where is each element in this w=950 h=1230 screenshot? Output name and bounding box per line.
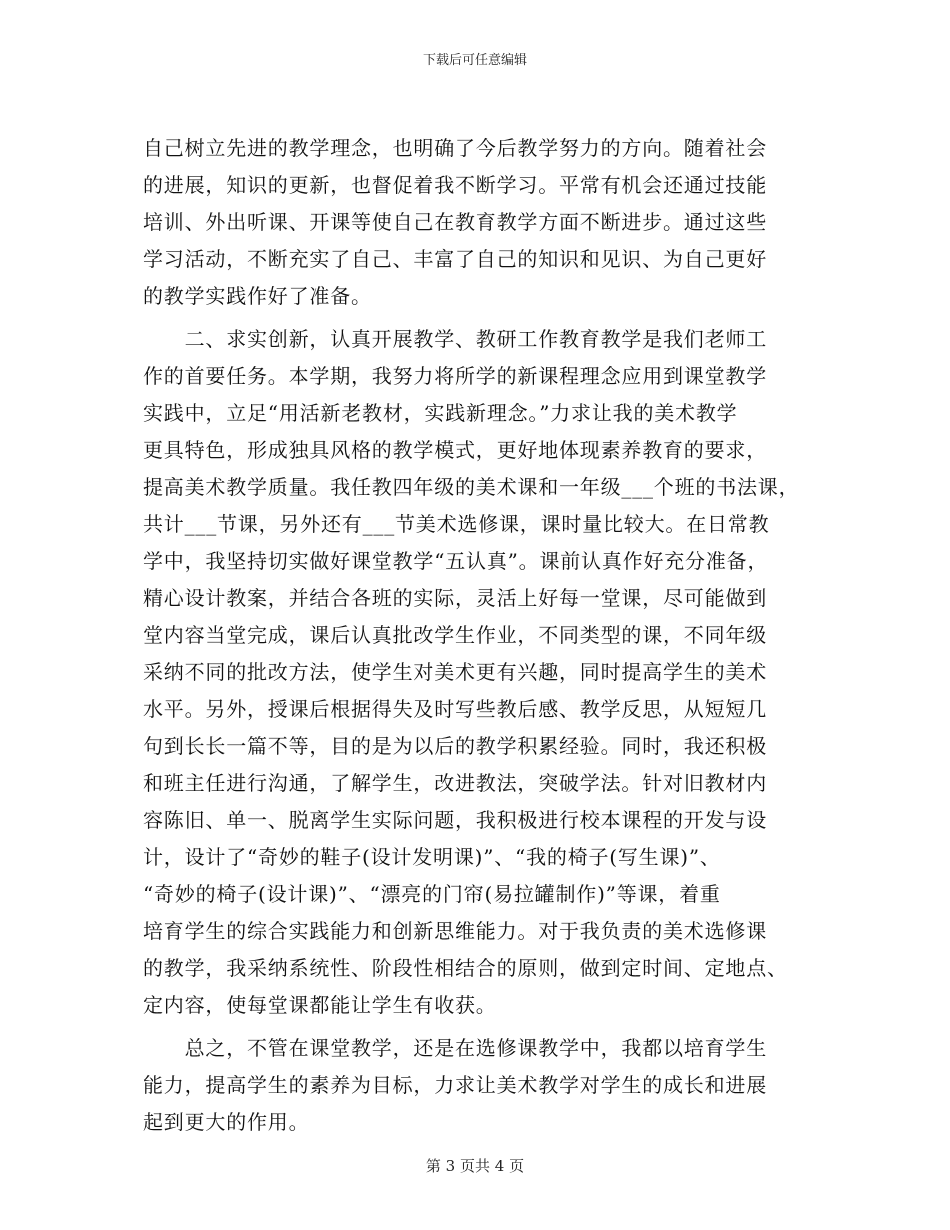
text-line: 培育学生的综合实践能力和创新思维能力。对于我负责的美术选修课 (143, 919, 767, 943)
text-line: 的进展，知识的更新，也督促着我不断学习。平常有机会还通过技能 (143, 173, 767, 197)
text-line: 更具特色，形成独具风格的教学模式，更好地体现素养教育的要求， (143, 438, 767, 462)
page-header: 下载后可任意编辑 (422, 53, 527, 68)
text-line: 作的首要任务。本学期，我努力将所学的新课程理念应用到课堂教学 (143, 364, 767, 388)
text-line: 实践中，立足“用活新老教材，实践新理念。”力求让我的美术教学 (143, 401, 738, 425)
page-number: 第 3 页共 4 页 (425, 1157, 525, 1175)
text-line: 采纳不同的批改方法，使学生对美术更有兴趣，同时提高学生的美术 (143, 660, 767, 684)
text-line: 培训、外出听课、开课等使自己在教育教学方面不断进步。通过这些 (143, 210, 767, 234)
text-line: 总之，不管在课堂教学，还是在选修课教学中，我都以培育学生 (143, 1036, 767, 1060)
text-line: 能力，提高学生的素养为目标，力求让美术教学对学生的成长和进展 (143, 1073, 767, 1097)
text-line: 句到长长一篇不等，目的是为以后的教学积累经验。同时，我还积极 (143, 734, 767, 758)
text-line: 二、求实创新，认真开展教学、教研工作教育教学是我们老师工 (143, 327, 767, 351)
text-line: 起到更大的作用。 (143, 1110, 310, 1134)
paragraph-3 (143, 1030, 823, 1141)
text-line: 容陈旧、单一、脱离学生实际问题，我积极进行校本课程的开发与设 (143, 808, 767, 832)
text-line: 和班主任进行沟通，了解学生，改进教法，突破学法。针对旧教材内 (143, 771, 767, 795)
text-line: 水平。另外，授课后根据得失及时写些教后感、教学反思，从短短几 (143, 697, 767, 721)
text-line: 定内容，使每堂课都能让学生有收获。 (143, 993, 497, 1017)
paragraph-2 (143, 321, 823, 1024)
text-line: “奇妙的椅子(设计课)”、“漂亮的门帘(易拉罐制作)”等课，着重 (143, 882, 721, 906)
text-line: 学习活动，不断充实了自己、丰富了自己的知识和见识、为自己更好 (143, 247, 767, 271)
text-line: 的教学，我采纳系统性、阶段性相结合的原则，做到定时间、定地点、 (143, 956, 788, 980)
paragraph-1 (143, 130, 823, 315)
text-line: 自己树立先进的教学理念，也明确了今后教学努力的方向。随着社会 (143, 136, 767, 160)
document-body (143, 130, 823, 1141)
text-line: 学中，我坚持切实做好课堂教学“五认真”。课前认真作好充分准备， (143, 549, 769, 573)
text-line: 计，设计了“奇妙的鞋子(设计发明课)”、“我的椅子(写生课)”、 (143, 845, 721, 869)
text-line: 精心设计教案，并结合各班的实际，灵活上好每一堂课，尽可能做到 (143, 586, 767, 610)
text-line: 提高美术教学质量。我任教四年级的美术课和一年级___个班的书法课， (143, 475, 800, 499)
text-line: 堂内容当堂完成，课后认真批改学生作业，不同类型的课，不同年级 (143, 623, 767, 647)
text-line: 的教学实践作好了准备。 (143, 284, 372, 308)
text-line: 共计___节课，另外还有___节美术选修课，课时量比较大。在日常教 (143, 512, 770, 536)
